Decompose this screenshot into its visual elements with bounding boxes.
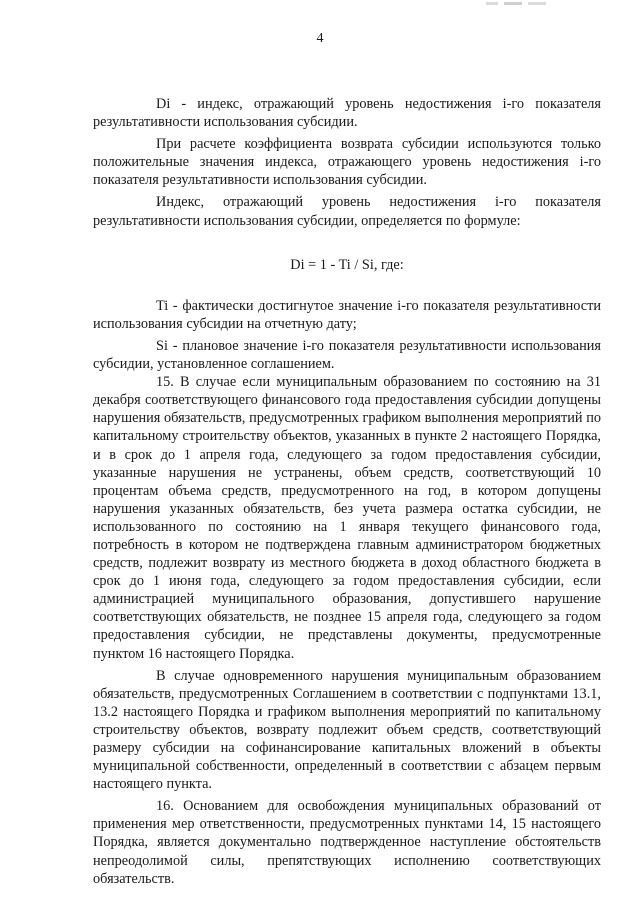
paragraph-di-definition: Di - индекс, отражающий уровень недостижения i-го показателя результативности использования субсидии.: [93, 96, 601, 131]
paragraph-positive-values: При расчете коэффициента возврата субсидии используются только положительные значения индекса, отражающего уровень недостижения i-го показателя результативности использования субсидии.: [93, 136, 601, 189]
paragraph-item-15: 15. В случае если муниципальным образованием по состоянию на 31 декабря соответствующего финансового года предоставления субсидии допущены нарушения обязательств, предусмотренных графиком выполнения мероприятий по капитальному строительству объектов, указанных в пункте 2 настоящего Порядка, и в срок до 1 апреля года, следующего за годом предоставления субсидии, указанные нарушения не устранены, объем средств, соответствующий 10 процентам объема средств, предусмотренного на год, в котором допущены нарушения указанных обязательств, без учета размера остатка субсидии, не использованного по состоянию на 1 января текущего финансового года, потребность в котором не подтверждена главным администратором бюджетных средств, подлежит возврату из местного бюджета в доход областного бюджета в срок до 1 июня года, следующего за годом предоставления субсидии, если администрацией муниципального образования, допустившего нарушение соответствующих обязательств, не позднее 15 апреля года, следующего за годом предоставления субсидии, не представлены документы, предусмотренные пунктом 16 настоящего Порядка.: [93, 374, 601, 662]
paragraph-si-definition: Si - плановое значение i-го показателя результативности использования субсидии, установленное соглашением.: [93, 337, 601, 373]
paragraph-ti-definition: Ti - фактически достигнутое значение i-го показателя результативности использования субсидии на отчетную дату;: [93, 297, 601, 332]
document-body: [93, 95, 601, 888]
scan-artifact: [486, 2, 546, 5]
page-number: 4: [316, 31, 324, 46]
paragraph-formula-intro: Индекс, отражающий уровень недостижения i-го показателя результативности использования субсидии, определяется по формуле:: [93, 194, 601, 229]
formula: Di = 1 - Ti / Si, где:: [290, 256, 404, 273]
paragraph-item-16: 16. Основанием для освобождения муниципальных образований от применения мер ответственности, предусмотренных пунктами 14, 15 настоящего Порядка, является документально подтвержденное наступление обстоятельств непреодолимой силы, препятствующих исполнению соответствующих обязательств.: [93, 798, 601, 887]
paragraph-item-15-simultaneous: В случае одновременного нарушения муниципальным образованием обязательств, предусмотренных Соглашением в соответствии с подпунктами 13.1, 13.2 настоящего Порядка и графиком выполнения мероприятий по капитальному строительству объектов, возврату подлежит объем средств, соответствующий размеру субсидии на софинансирование капитальных вложений в объекты муниципальной собственности, определенный в соответствии с абзацем первым настоящего пункта.: [93, 667, 601, 793]
